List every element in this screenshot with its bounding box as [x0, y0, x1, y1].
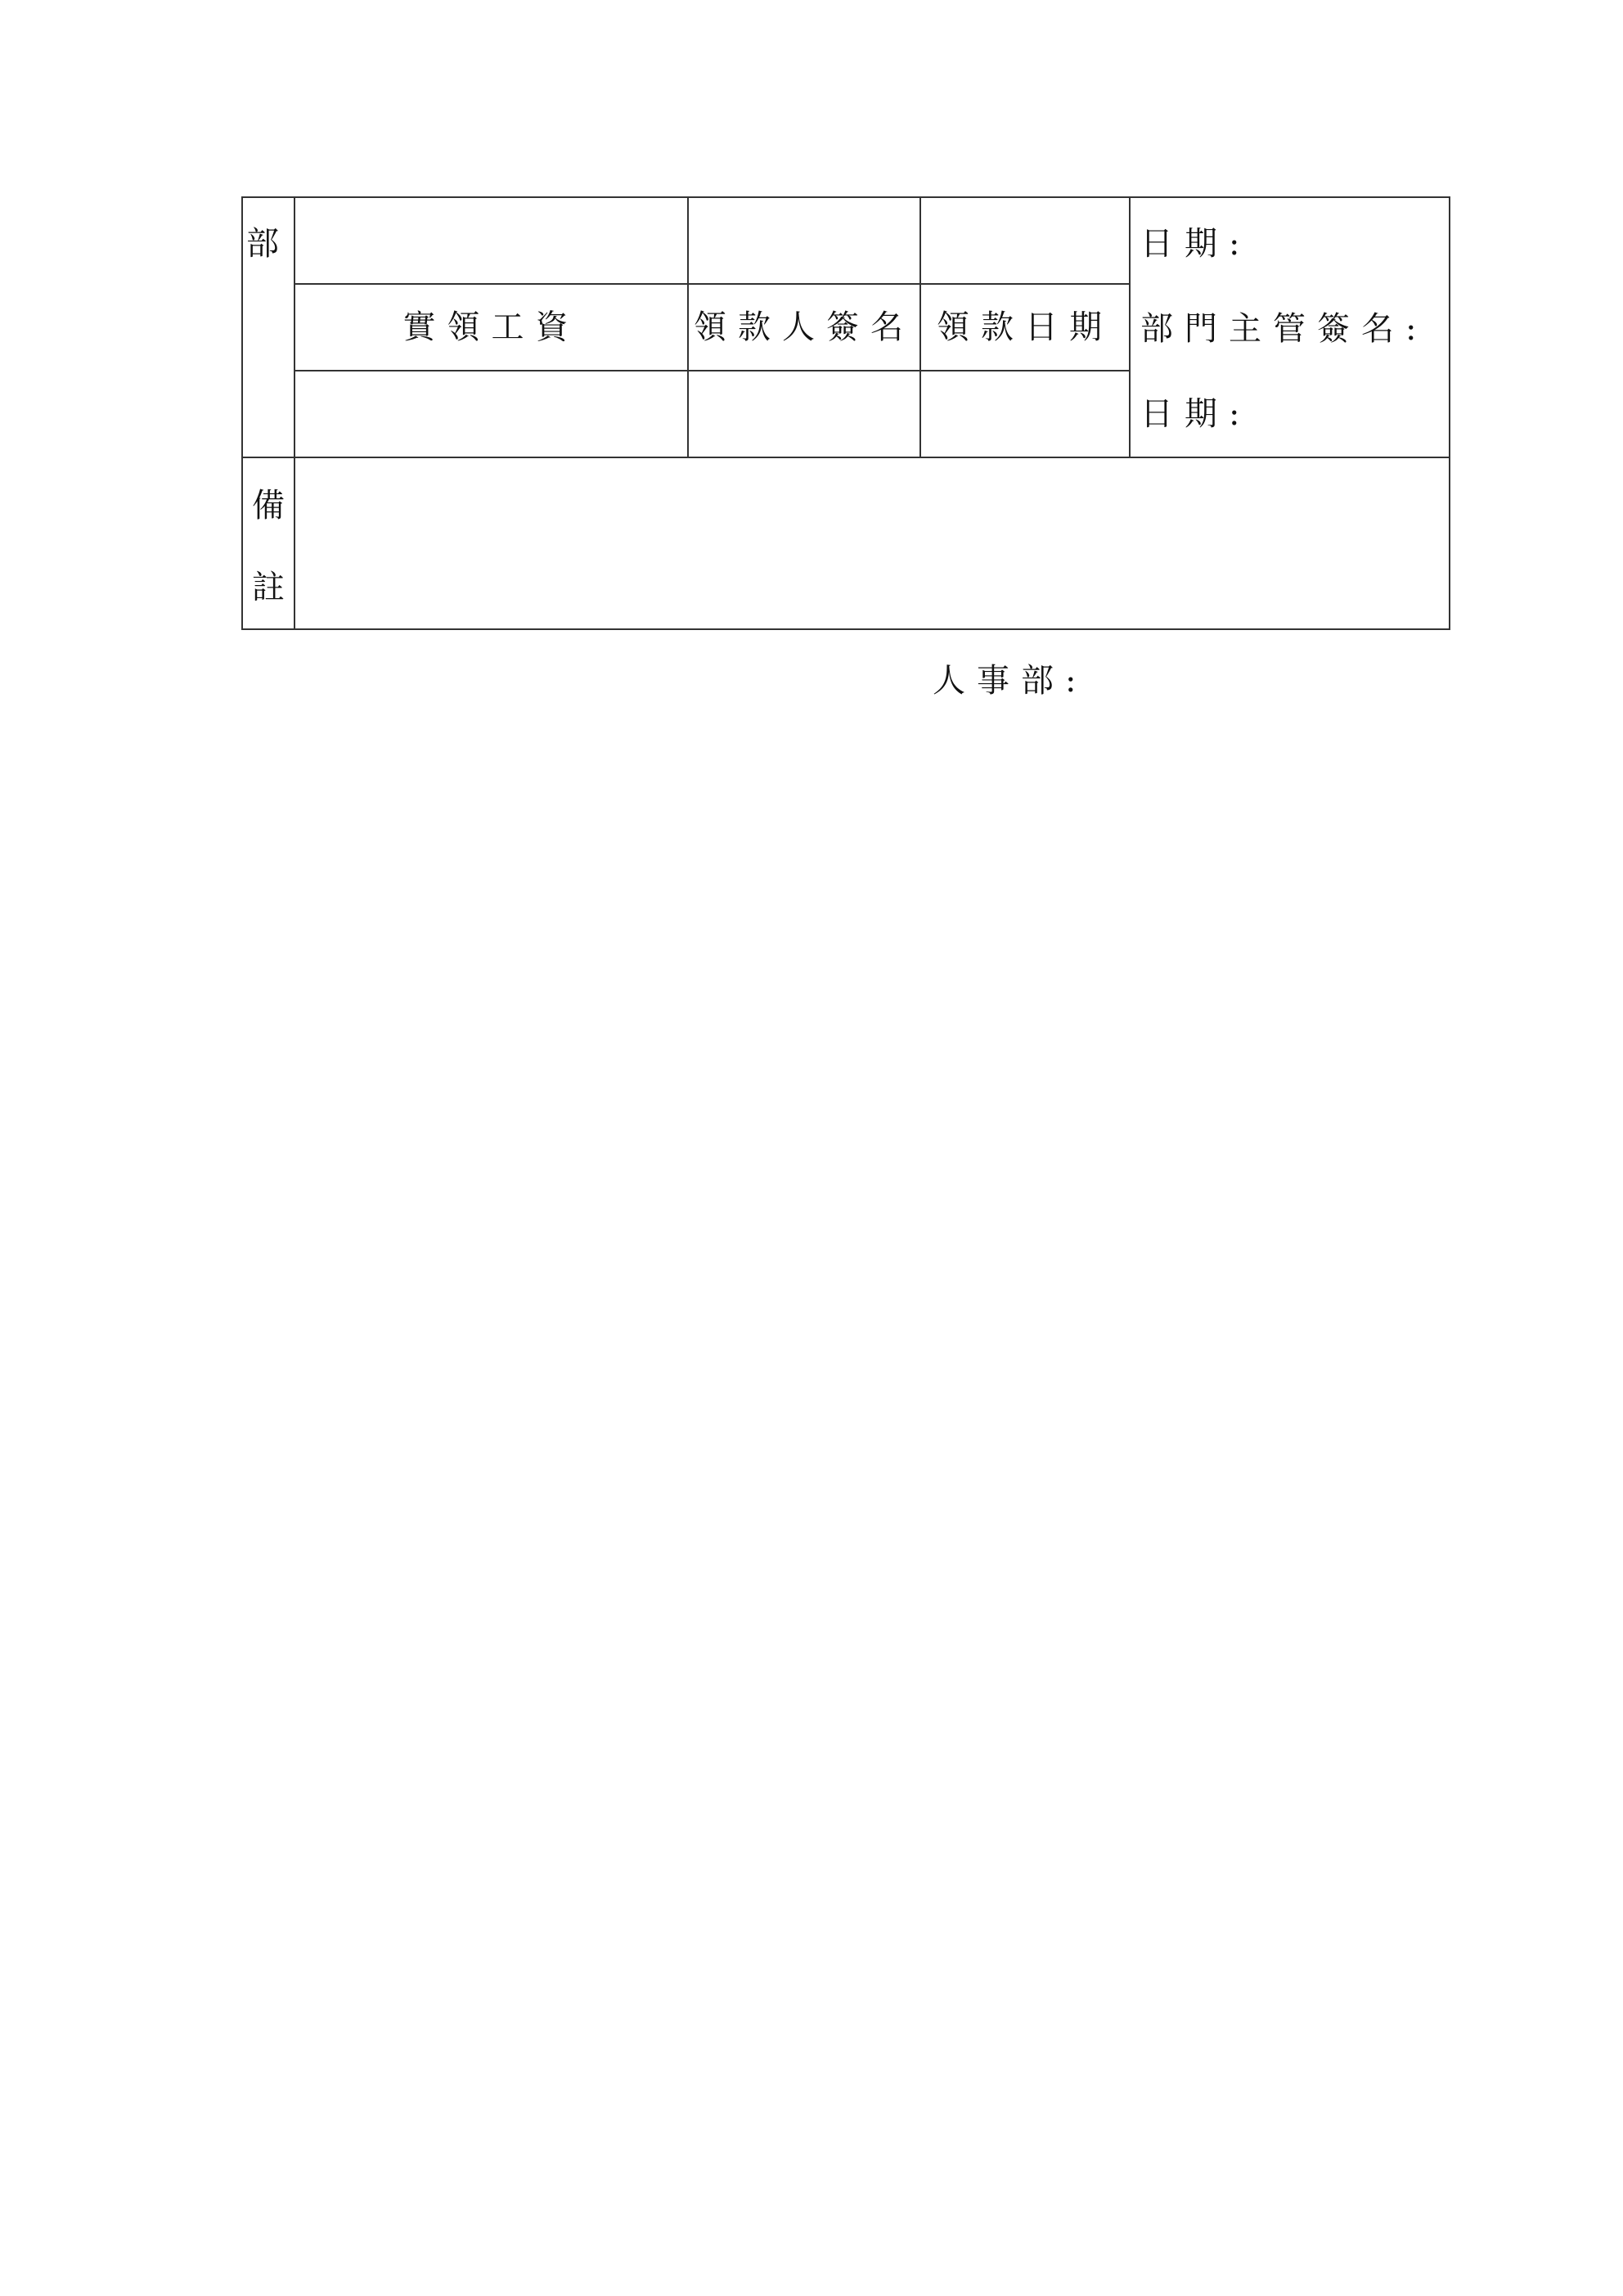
remarks-label-char-1: 備 — [252, 487, 285, 524]
blank-cell-top-date[interactable] — [920, 197, 1130, 284]
department-label-cell — [242, 197, 294, 457]
manager-approval-cell[interactable] — [1130, 197, 1450, 457]
manager-date-top-label: 日期: — [1140, 225, 1252, 263]
recipient-signature-header: 領款人簽名 — [688, 284, 920, 371]
actual-wage-header: 實領工資 — [294, 284, 688, 371]
department-label: 部 — [246, 225, 290, 263]
blank-cell-top-wage[interactable] — [294, 197, 688, 284]
hr-department-label: 人事部: — [933, 662, 1088, 700]
manager-date-bottom-label: 日期: — [1140, 395, 1252, 433]
manager-signature-label: 部門主管簽名: — [1140, 310, 1428, 348]
remarks-label-char-2: 註 — [252, 569, 285, 606]
remarks-label-cell — [242, 457, 294, 629]
payroll-receipt-form — [241, 196, 1450, 630]
receipt-date-field[interactable] — [920, 371, 1130, 457]
remarks-field[interactable] — [294, 457, 1450, 629]
recipient-signature-field[interactable] — [688, 371, 920, 457]
actual-wage-field[interactable] — [294, 371, 688, 457]
receipt-date-header: 領款日期 — [920, 284, 1130, 371]
blank-cell-top-signature[interactable] — [688, 197, 920, 284]
